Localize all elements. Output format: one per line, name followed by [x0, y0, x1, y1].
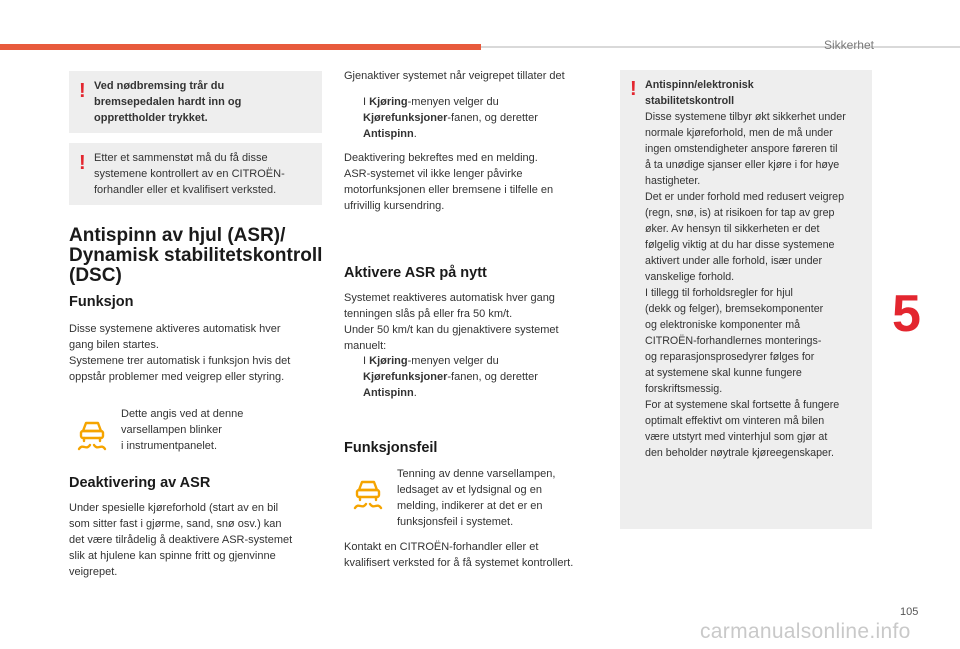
step-deactivate	[344, 94, 594, 142]
warning-note-text: Ved nødbremsing trår du bremsepedalen hardt inn og opprettholder trykket.	[94, 80, 242, 124]
warning-note-collision	[69, 143, 322, 205]
funksjon-paragraph: Disse systemene aktiveres automatisk hver gang bilen startes. Systemene trer automatisk i funksjon hvis det oppstår problemer med veigrep eller styring.	[69, 323, 291, 383]
heading-deaktivering: Deaktivering av ASR	[69, 475, 211, 491]
list-item: I Kjøring-menyen velger du Kjørefunksjoner-fanen, og deretter Antispinn.	[363, 355, 538, 399]
list-item: I Kjøring-menyen velger du Kjørefunksjoner-fanen, og deretter Antispinn.	[363, 96, 538, 140]
page-number: 105	[900, 606, 919, 618]
heading-aktivere: Aktivere ASR på nytt	[344, 265, 487, 281]
warning-icon: !	[79, 80, 86, 102]
section-title: Sikkerhet	[823, 38, 874, 52]
warning-note-text: Etter et sammenstøt må du få disse systemene kontrollert av en CITROËN- forhandler eller et kvalifisert verksted.	[94, 152, 285, 196]
lamp-description: Dette angis ved at denne varsellampen blinker i instrumentpanelet.	[121, 408, 244, 452]
header-rule	[481, 46, 960, 48]
contact-dealer-paragraph: Kontakt en CITROËN-forhandler eller et kvalifisert verksted for å få systemet kontrollert.	[344, 541, 574, 569]
chapter-number: 5	[892, 285, 921, 343]
stability-fault-lamp-icon	[348, 473, 388, 516]
info-note-stability	[620, 70, 872, 529]
heading-funksjonsfeil: Funksjonsfeil	[344, 440, 438, 456]
deaktivering-paragraph: Under spesielle kjøreforhold (start av en bil som sitter fast i gjørme, sand, snø osv.) kan det være tilrådelig å deaktivere ASR-systemet slik at hjulene kan spinne fritt og gjenvinne veigrepet.	[69, 502, 293, 578]
warning-note-emergency-braking	[69, 71, 322, 133]
aktivere-paragraph: Systemet reaktiveres automatisk hver gang tenningen slås på eller fra 50 km/t. Under 50 km/t kan du gjenaktivere systemet manuelt:	[344, 292, 559, 352]
info-note-title: Antispinn/elektronisk	[645, 79, 754, 91]
step-reactivate	[344, 353, 594, 401]
warning-icon: !	[79, 152, 86, 174]
header-accent-bar	[0, 44, 481, 50]
warning-icon: !	[630, 78, 637, 100]
page-title: Antispinn av hjul (ASR)/ Dynamisk stabilitetskontroll (DSC)	[69, 225, 323, 286]
info-note-text: Antispinn/elektronisk stabilitetskontroll Disse systemene tilbyr økt sikkerhet under normale kjøreforhold, men de må under ingen omstendigheter anspore føreren til å ta unødige sjanser eller kjøre i for høye hastigheter. Det er under forhold med redusert veigrep (regn, snø, is) at risikoen for tap av grep øker. Av hensyn til sikkerheten er det følgelig viktig at du har disse systemene aktivert under alle forhold, især under vanskelige forhold. I tillegg til forholdsregler for hjul (dekk og felger), bremsekomponenter og elektroniske komponenter må CITROËN-forhandlernes monterings- og reparasjonsprosedyrer følges for at systemene skal kunne fungere forskriftsmessig. For at systemene skal fortsette å fungere optimalt effektivt om vinteren må bilen være utstyrt med vinterhjul som gjør at den beholder nøytrale kjøreegenskaper.	[645, 77, 864, 461]
reactivate-intro: Gjenaktiver systemet når veigrepet tillater det	[344, 70, 565, 82]
deactivation-confirm-paragraph: Deaktivering bekreftes med en melding. ASR-systemet vil ikke lenger påvirke motorfunksjonen eller bremsene i tilfelle en ufrivillig kursendring.	[344, 152, 554, 212]
watermark: carmanualsonline.info	[700, 620, 911, 643]
stability-warning-lamp-icon	[72, 414, 112, 457]
heading-funksjon: Funksjon	[69, 294, 134, 310]
fault-lamp-description: Tenning av denne varsellampen, ledsaget av et lydsignal og en melding, indikerer at det er en funksjonsfeil i systemet.	[397, 468, 556, 528]
